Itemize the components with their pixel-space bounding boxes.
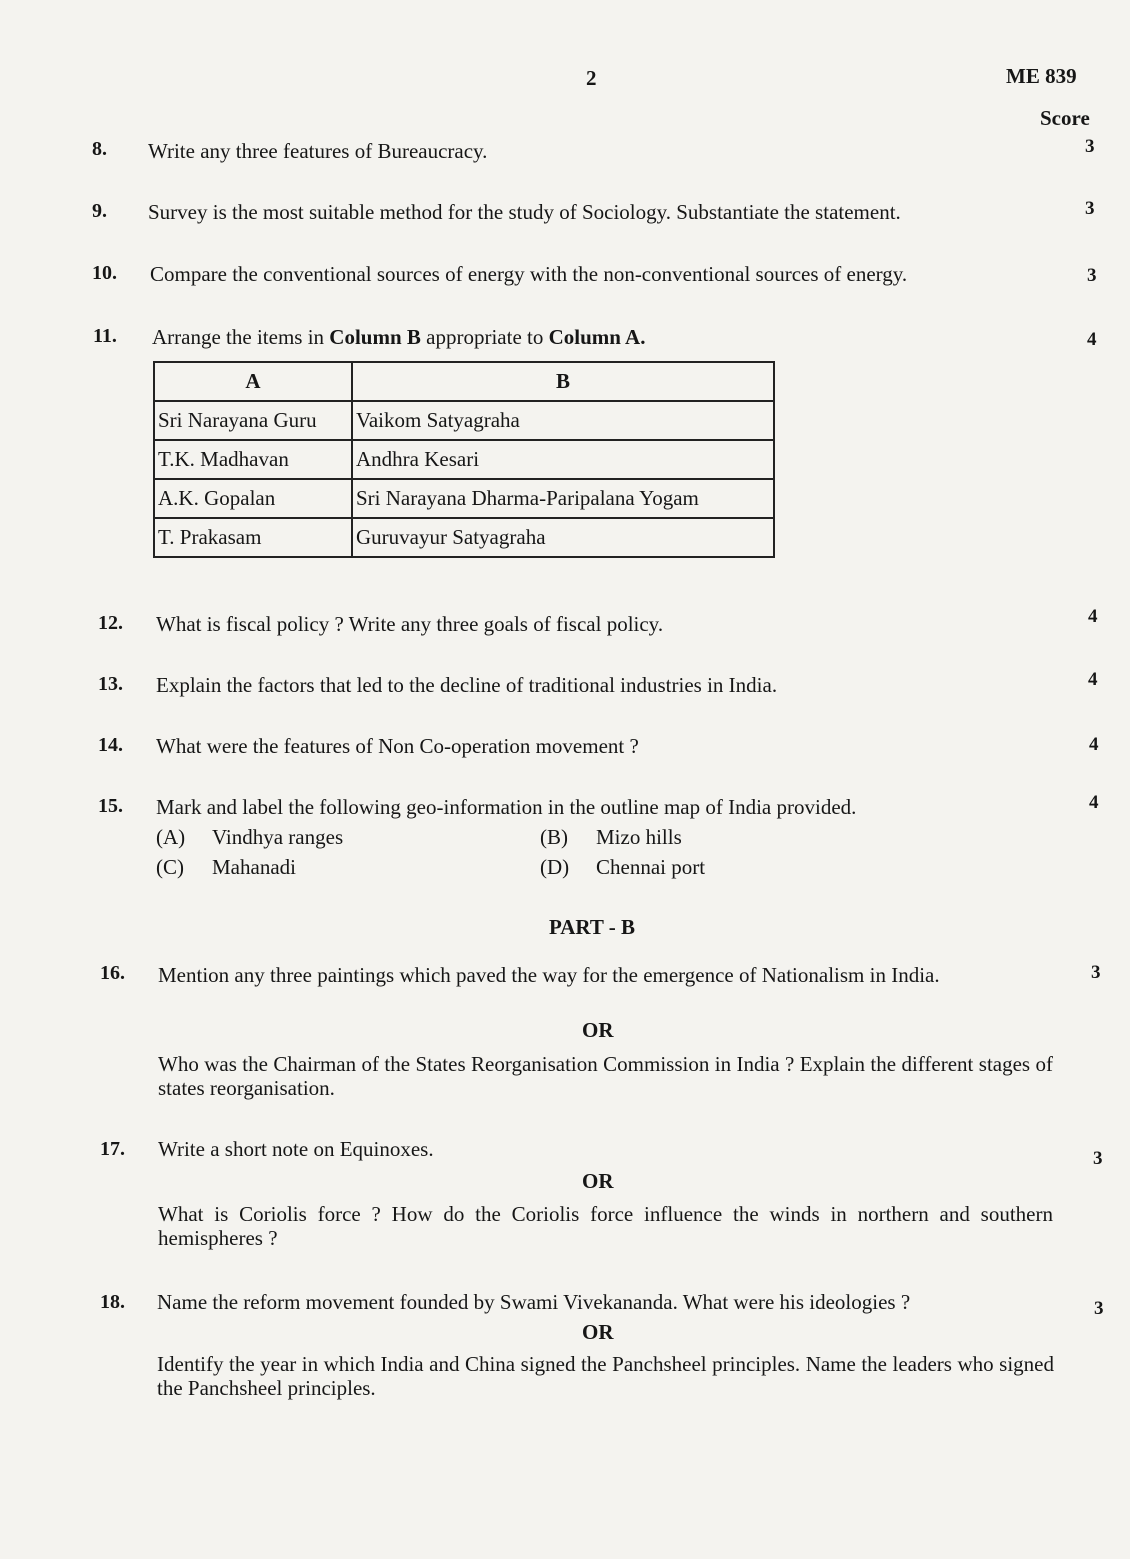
match-table-row [154,440,774,479]
question-13-number: 13. [98,673,123,695]
option-label: (A) [156,825,186,849]
question-16-number: 16. [100,962,125,984]
match-table-cell-b: Guruvayur Satyagraha [352,518,774,557]
match-table-cell-a: A.K. Gopalan [154,479,352,518]
question-18-alternative-text: Identify the year in which India and China signed the Panchsheel principles. Name the leaders who signed the Panchsheel principles. [157,1352,1054,1400]
question-13-score: 4 [1088,669,1098,690]
column-b-ref: Column B [329,325,421,349]
question-12-number: 12. [98,612,123,634]
question-17-score: 3 [1093,1148,1103,1169]
option-text: Vindhya ranges [212,825,344,849]
question-15-score: 4 [1089,792,1099,813]
question-14-text: What were the features of Non Co-operation movement ? [156,734,639,758]
question-8-number: 8. [92,138,107,160]
question-15-option-d [540,855,705,880]
match-table-cell-b: Andhra Kesari [352,440,774,479]
question-15-number: 15. [98,795,123,817]
question-11-number: 11. [93,325,117,347]
question-10-score: 3 [1087,265,1097,286]
question-14-number: 14. [98,734,123,756]
question-17-or: OR [582,1169,614,1193]
match-table-header-row [154,362,774,401]
question-18-number: 18. [100,1291,125,1313]
question-16-alternative-text: Who was the Chairman of the States Reorganisation Commission in India ? Explain the different stages of states reorganisation. [158,1052,1053,1100]
question-15-option-a [156,825,343,850]
question-17-number: 17. [100,1138,125,1160]
option-label: (B) [540,825,568,849]
score-column-header: Score [1040,106,1090,130]
question-16-score: 3 [1091,962,1101,983]
page-number: 2 [586,66,597,90]
question-18-or: OR [582,1320,614,1344]
question-12-text: What is fiscal policy ? Write any three goals of fiscal policy. [156,612,664,636]
part-b-heading: PART - B [549,915,635,939]
match-table-row [154,401,774,440]
option-text: Mahanadi [212,855,296,879]
question-9-score: 3 [1085,198,1095,219]
question-9-number: 9. [92,200,107,222]
column-a-ref: Column A. [548,325,646,349]
match-table-header-a: A [154,362,352,401]
option-text: Mizo hills [596,825,682,849]
question-18-text: Name the reform movement founded by Swami Vivekananda. What were his ideologies ? [157,1290,911,1314]
option-text: Chennai port [596,855,706,879]
question-11-text-mid: appropriate to [420,325,549,349]
match-table-cell-b: Sri Narayana Dharma-Paripalana Yogam [352,479,774,518]
match-table-cell-a: T. Prakasam [154,518,352,557]
question-12-score: 4 [1088,606,1098,627]
match-table [153,361,775,558]
question-8-text: Write any three features of Bureaucracy. [148,139,488,163]
question-16-or: OR [582,1018,614,1042]
question-17-text: Write a short note on Equinoxes. [158,1137,434,1161]
question-10-number: 10. [92,262,117,284]
question-11-text-pre: Arrange the items in [152,325,330,349]
question-15-text: Mark and label the following geo-information in the outline map of India provided. [156,795,857,819]
match-table-row [154,479,774,518]
question-9-text: Survey is the most suitable method for the study of Sociology. Substantiate the statement. [148,200,901,224]
match-table-cell-b: Vaikom Satyagraha [352,401,774,440]
question-13-text: Explain the factors that led to the decline of traditional industries in India. [156,673,778,697]
question-15-option-b [540,825,682,850]
match-table-header-b: B [352,362,774,401]
question-17-alternative-text: What is Coriolis force ? How do the Coriolis force influence the winds in northern and southern hemispheres ? [158,1202,1053,1250]
question-11-score: 4 [1087,329,1097,350]
question-16-text: Mention any three paintings which paved the way for the emergence of Nationalism in India. [158,963,940,987]
question-8-score: 3 [1085,136,1095,157]
document-code: ME 839 [1006,64,1077,88]
match-table-row [154,518,774,557]
question-10-text: Compare the conventional sources of energy with the non-conventional sources of energy. [150,262,908,286]
question-14-score: 4 [1089,734,1099,755]
question-18-score: 3 [1094,1298,1104,1319]
match-table-cell-a: Sri Narayana Guru [154,401,352,440]
option-label: (D) [540,855,570,879]
question-15-option-c [156,855,296,880]
match-table-cell-a: T.K. Madhavan [154,440,352,479]
question-11-text [152,325,952,349]
option-label: (C) [156,855,184,879]
